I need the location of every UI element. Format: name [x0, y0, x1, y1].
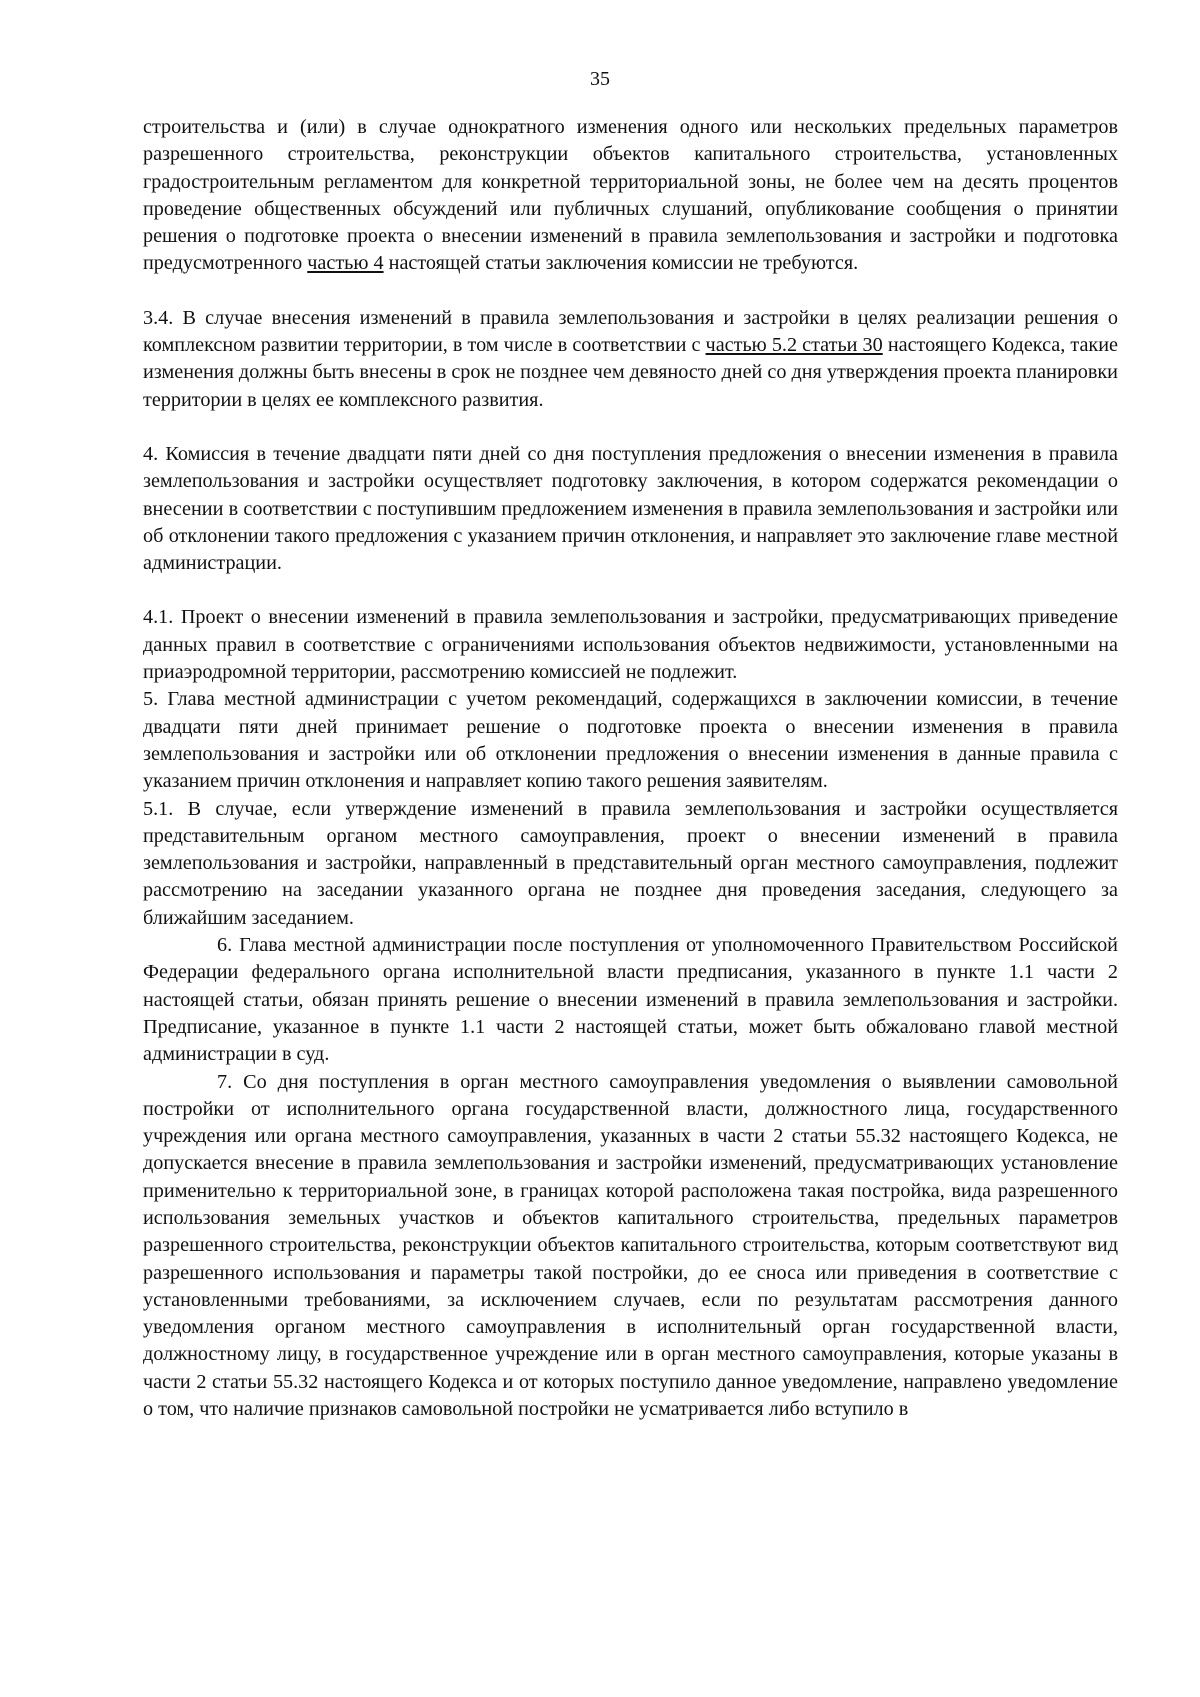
paragraph-5-1: 5.1. В случае, если утверждение изменений в правила землепользования и застройки осуществляется представительным органом местного самоуправления, проект о внесении изменений в правила землепользования и застройки, направленный в представительный орган местного самоуправления, подлежит рассмотрению на заседании указанного органа не позднее дня проведения заседания, следующего за ближайшим заседанием.	[143, 797, 1118, 929]
paragraph-4-1: 4.1. Проект о внесении изменений в правила землепользования и застройки, предусматривающих приведение данных правил в соответствие с ограничениями использования объектов недвижимости, установленными на приаэродромной территории, рассмотрению комиссией не подлежит.	[143, 606, 1118, 684]
page-number: 35	[590, 68, 610, 90]
paragraph-text: настоящего Кодекса, такие изменения должны быть внесены в срок не позднее чем девяносто дней со дня утверждения проекта планировки территории в целях ее комплексного развития.	[143, 334, 1118, 411]
paragraph-6: 6. Глава местной администрации после поступления от уполномоченного Правительством Российской Федерации федерального органа исполнительной власти предписания, указанного в пункте 1.1 части 2 настоящей статьи, обязан принять решение о внесении изменений в правила землепользования и застройки. Предписание, указанное в пункте 1.1 части 2 настоящей статьи, может быть обжаловано главой местной администрации в суд.	[143, 934, 1118, 1066]
paragraph-text: 3.4. В случае внесения изменений в правила землепользования и застройки в целях реализации решения о комплексном развитии территории, в том числе в соответствии с	[143, 306, 1118, 357]
document-body	[143, 114, 1118, 1423]
paragraph-text: настоящей статьи заключения комиссии не требуются.	[383, 252, 859, 275]
paragraph-5: 5. Глава местной администрации с учетом рекомендаций, содержащихся в заключении комиссии, в течение двадцати пяти дней принимает решение о подготовке проекта о внесении изменения в правила землепользования и застройки или об отклонении предложения о внесении изменения в данные правила с указанием причин отклонения и направляет копию такого решения заявителям.	[143, 688, 1118, 793]
law-reference-link[interactable]: частью 4	[307, 252, 384, 275]
paragraph-4: 4. Комиссия в течение двадцати пяти дней со дня поступления предложения о внесении изменения в правила землепользования и застройки осуществляет подготовку заключения, в котором содержатся рекомендации о внесении в соответствии с поступившим предложением изменения в правила землепользования и застройки или об отклонении такого предложения с указанием причин отклонения, и направляет это заключение главе местной администрации.	[143, 442, 1118, 575]
paragraph-text: строительства и (или) в случае однократного изменения одного или нескольких предельных параметров разрешенного строительства, реконструкции объектов капитального строительства, установленных градостроительным регламентом для конкретной территориальной зоны, не более чем на десять процентов проведение общественных обсуждений или публичных слушаний, опубликование сообщения о принятии решения о подготовке проекта о внесении изменений в правила землепользования и застройки и подготовка предусмотренного	[143, 116, 1118, 275]
paragraph-7: 7. Со дня поступления в орган местного самоуправления уведомления о выявлении самовольной постройки от исполнительного органа государственной власти, должностного лица, государственного учреждения или органа местного самоуправления, указанных в части 2 статьи 55.32 настоящего Кодекса, не допускается внесение в правила землепользования и застройки изменений, предусматривающих установление применительно к территориальной зоне, в границах которой расположена такая постройка, вида разрешенного использования земельных участков и объектов капитального строительства, предельных параметров разрешенного строительства, реконструкции объектов капитального строительства, которым соответствуют вид разрешенного использования и параметры такой постройки, до ее сноса или приведения в соответствие с установленными требованиями, за исключением случаев, если по результатам рассмотрения данного уведомления органом местного самоуправления в исполнительный орган государственной власти, должностному лицу, в государственное учреждение или в орган местного самоуправления, которые указаны в части 2 статьи 55.32 настоящего Кодекса и от которых поступило данное уведомление, направлено уведомление о том, что наличие признаков самовольной постройки не усматривается либо вступило в	[143, 1070, 1118, 1421]
law-reference-link[interactable]: частью 5.2 статьи 30	[705, 334, 883, 357]
paragraph-continuation	[143, 114, 1118, 278]
paragraph-3-4	[143, 305, 1118, 414]
